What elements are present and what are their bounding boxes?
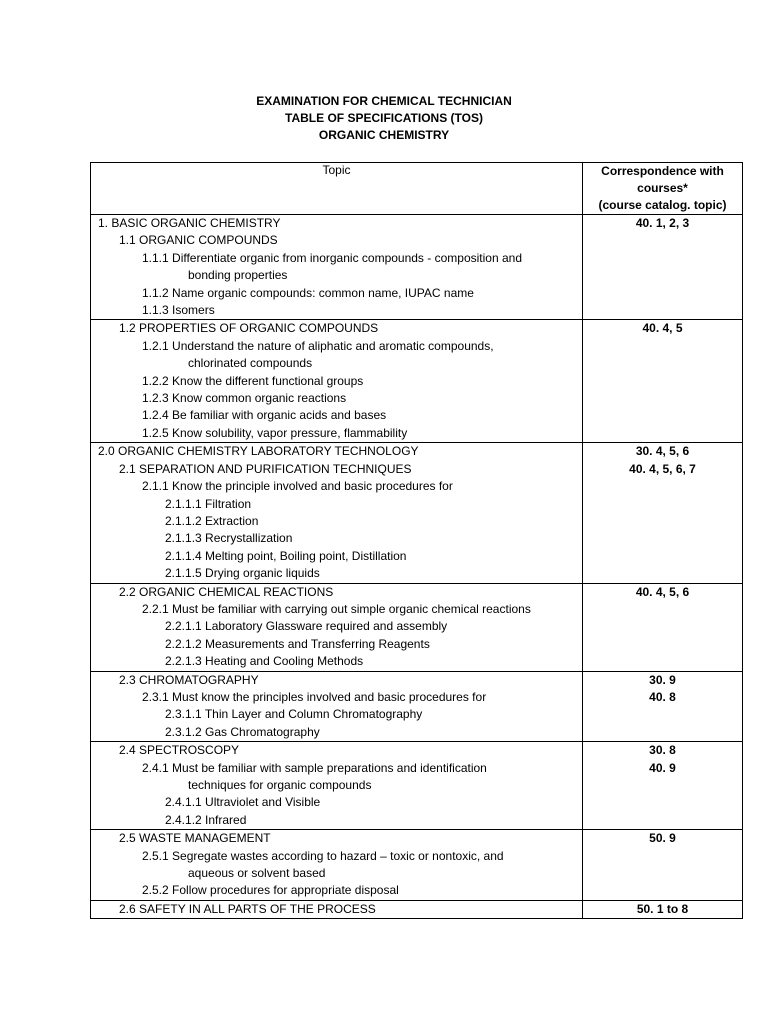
table-row: [91, 830, 743, 901]
topic-line: 2.4 SPECTROSCOPY: [119, 743, 240, 758]
corr-header-line: Correspondence with: [601, 164, 724, 178]
topic-line: 2.3.1.1 Thin Layer and Column Chromatography: [165, 707, 423, 722]
course-reference: 40. 4, 5, 6, 7: [629, 461, 696, 476]
course-reference: 40. 8: [649, 689, 676, 704]
topic-line: 1.2.1 Understand the nature of aliphatic and aromatic compounds,: [142, 338, 494, 353]
topic-line: 2.1 SEPARATION AND PURIFICATION TECHNIQUES: [119, 461, 412, 476]
table-row: [91, 583, 743, 671]
course-reference: 50. 9: [649, 831, 676, 846]
corr-header-line: (course catalog. topic): [598, 198, 727, 212]
course-reference: 30. 8: [649, 743, 676, 758]
course-reference: 30. 4, 5, 6: [635, 444, 690, 459]
topic-line: 2.2.1.1 Laboratory Glassware required and assembly: [165, 619, 448, 634]
table-row: [91, 215, 743, 320]
correspondence-cell: [583, 900, 743, 918]
topic-cell: [91, 830, 583, 901]
topic-cell: [91, 320, 583, 443]
topic-line: 1.2.5 Know solubility, vapor pressure, flammability: [142, 425, 408, 440]
topic-line: 2.1.1.4 Melting point, Boiling point, Distillation: [165, 548, 407, 563]
topic-cell: [91, 583, 583, 671]
topic-cell: [91, 742, 583, 830]
correspondence-column-header: [583, 163, 743, 215]
topic-cell: [91, 900, 583, 918]
specifications-table: [90, 162, 743, 919]
table-row: [91, 742, 743, 830]
topic-line: 2.2.1.2 Measurements and Transferring Reagents: [165, 636, 430, 651]
subject-title: ORGANIC CHEMISTRY: [318, 128, 450, 142]
exam-title: EXAMINATION FOR CHEMICAL TECHNICIAN: [256, 94, 512, 108]
topic-line: bonding properties: [188, 268, 288, 283]
topic-line: 2.1.1.2 Extraction: [165, 513, 259, 528]
table-row: [91, 671, 743, 742]
topic-line: 2.4.1.2 Infrared: [165, 812, 247, 827]
topic-line: aqueous or solvent based: [188, 866, 326, 881]
topic-line: 2.3.1.2 Gas Chromatography: [165, 724, 320, 739]
correspondence-cell: [583, 320, 743, 443]
topic-line: 2.1.1 Know the principle involved and basic procedures for: [142, 479, 453, 494]
topic-line: 1.2.3 Know common organic reactions: [142, 391, 347, 406]
tos-title: TABLE OF SPECIFICATIONS (TOS): [285, 111, 483, 125]
topic-line: 2.3.1 Must know the principles involved and basic procedures for: [142, 689, 487, 704]
topic-line: 1.1.3 Isomers: [142, 303, 215, 318]
topic-line: 2.1.1.3 Recrystallization: [165, 531, 293, 546]
table-header-row: [91, 163, 743, 215]
topic-line: 1.2.4 Be familiar with organic acids and bases: [142, 408, 387, 423]
topic-line: 1.1.2 Name organic compounds: common name, IUPAC name: [142, 285, 474, 300]
correspondence-cell: [583, 671, 743, 742]
topic-line: 1.2.2 Know the different functional groups: [142, 373, 364, 388]
topic-cell: [91, 443, 583, 583]
topic-line: 1.1.1 Differentiate organic from inorganic compounds - composition and: [142, 250, 522, 265]
topic-line: techniques for organic compounds: [188, 778, 372, 792]
correspondence-cell: [583, 742, 743, 830]
course-reference: 50. 1 to 8: [636, 901, 689, 916]
topic-line: 1.1 ORGANIC COMPOUNDS: [119, 233, 278, 248]
topic-line: 2.4.1.1 Ultraviolet and Visible: [165, 795, 321, 810]
topic-column-header: Topic: [91, 163, 583, 215]
correspondence-cell: [583, 830, 743, 901]
topic-line: 2.2.1 Must be familiar with carrying out simple organic chemical reactions: [142, 601, 531, 616]
correspondence-cell: [583, 583, 743, 671]
topic-line: 2.0 ORGANIC CHEMISTRY LABORATORY TECHNOLOGY: [98, 444, 419, 459]
course-reference: 40. 1, 2, 3: [635, 216, 690, 230]
document-header: [0, 93, 768, 144]
table-row: [91, 900, 743, 918]
topic-line: 2.5.1 Segregate wastes according to hazard – toxic or nontoxic, and: [142, 848, 504, 863]
topic-line: 2.6 SAFETY IN ALL PARTS OF THE PROCESS: [119, 901, 376, 916]
table-row: [91, 443, 743, 583]
course-reference: 40. 4, 5: [642, 321, 683, 336]
topic-line: chlorinated compounds: [188, 356, 313, 371]
course-reference: 40. 9: [649, 760, 676, 775]
topic-line: 2.2 ORGANIC CHEMICAL REACTIONS: [119, 584, 334, 599]
topic-line: 1. BASIC ORGANIC CHEMISTRY: [98, 216, 281, 230]
topic-line: 1.2 PROPERTIES OF ORGANIC COMPOUNDS: [119, 321, 379, 336]
course-reference: 40. 4, 5, 6: [635, 584, 690, 599]
topic-cell: [91, 671, 583, 742]
topic-cell: [91, 215, 583, 320]
topic-line: 2.1.1.5 Drying organic liquids: [165, 566, 320, 581]
topic-line: 2.1.1.1 Filtration: [165, 496, 252, 511]
correspondence-cell: [583, 443, 743, 583]
corr-header-line: courses*: [637, 181, 688, 195]
course-reference: 30. 9: [649, 672, 676, 687]
table-body: [91, 215, 743, 919]
topic-line: 2.5.2 Follow procedures for appropriate disposal: [142, 883, 399, 898]
table-row: [91, 320, 743, 443]
topic-line: 2.5 WASTE MANAGEMENT: [119, 831, 271, 846]
topic-line: 2.4.1 Must be familiar with sample preparations and identification: [142, 760, 487, 775]
topic-line: 2.3 CHROMATOGRAPHY: [119, 672, 259, 687]
topic-line: 2.2.1.3 Heating and Cooling Methods: [165, 654, 364, 669]
correspondence-cell: [583, 215, 743, 320]
